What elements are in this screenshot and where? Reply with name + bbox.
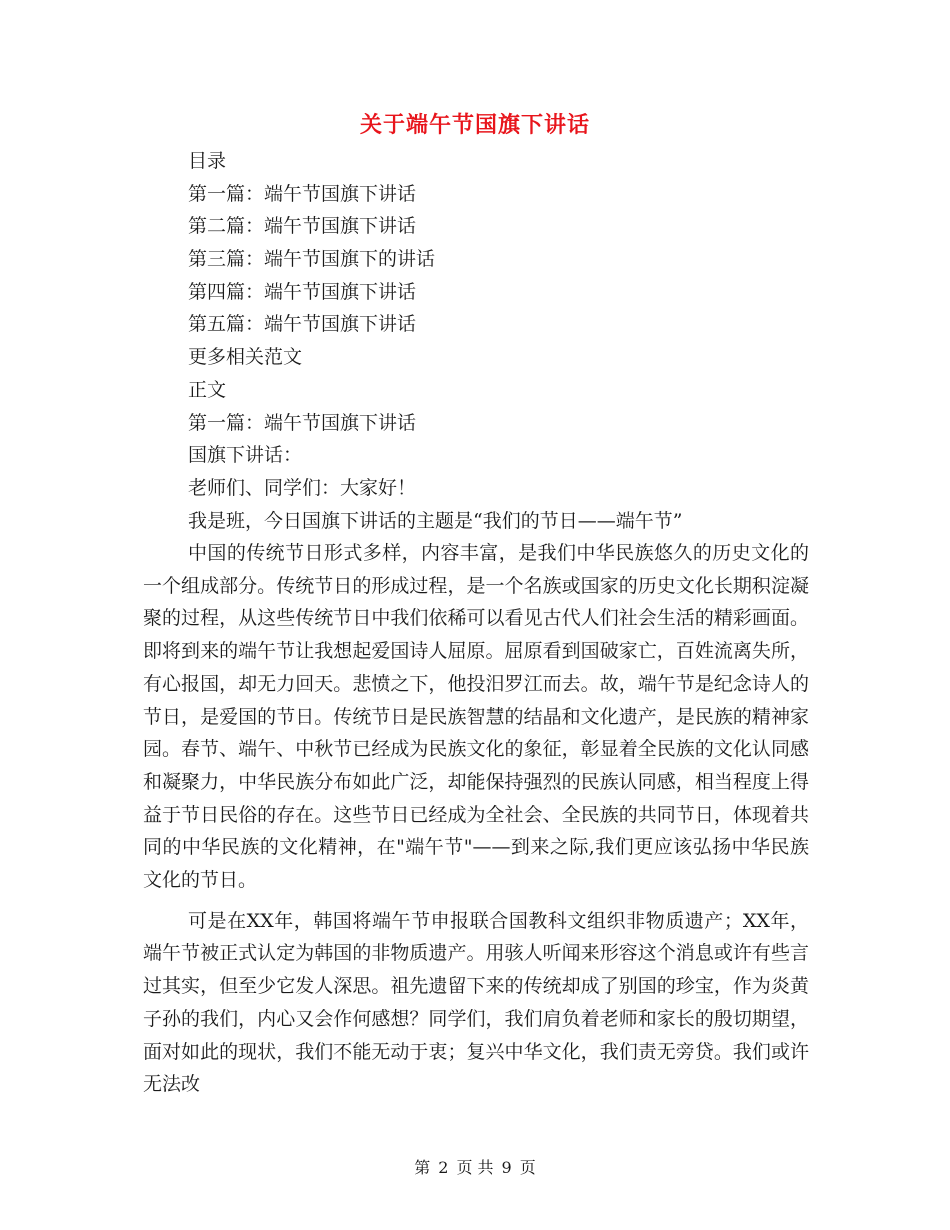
toc-heading: 目录 (188, 150, 227, 172)
speech-label: 国旗下讲话： (188, 444, 303, 467)
toc-item-1: 第一篇：端午节国旗下讲话 (188, 182, 417, 205)
footer-prefix: 第 (414, 1158, 431, 1177)
table-of-contents (188, 145, 808, 537)
paragraph: 可是在XX年，韩国将端午节申报联合国教科文组织非物质遗产；XX年，端午节被正式认定为韩国的非物质遗产。用骇人听闻来形容这个消息或许有些言过其实，但至少它发人深思。祖先遗留下来的传统却成了别国的珍宝，作为炎黄子孙的我们，内心又会作何感想？同学们，我们肩负着老师和家长的殷切期望，面对如此的现状，我们不能无动于衷；复兴中华文化，我们责无旁贷。我们或许无法改 (143, 909, 809, 1096)
toc-item-4: 第四篇：端午节国旗下讲话 (188, 280, 417, 303)
footer-suffix: 页 (519, 1158, 536, 1177)
body-text (143, 537, 809, 1101)
page-footer (0, 1155, 950, 1178)
document-title: 关于端午节国旗下讲话 (359, 112, 590, 138)
toc-more-related: 更多相关范文 (188, 346, 303, 369)
toc-item-5: 第五篇：端午节国旗下讲话 (188, 313, 417, 336)
paragraph: 中国的传统节日形式多样，内容丰富，是我们中华民族悠久的历史文化的一个组成部分。传统节日的形成过程，是一个名族或国家的历史文化长期积淀凝聚的过程，从这些传统节日中我们依稀可以看见古代人们社会生活的精彩画面。即将到来的端午节让我想起爱国诗人屈原。屈原看到国破家亡，百姓流离失所，有心报国，却无力回天。悲愤之下，他投汨罗江而去。故，端午节是纪念诗人的节日，是爱国的节日。传统节日是民族智慧的结晶和文化遗产，是民族的精神家园。春节、端午、中秋节已经成为民族文化的象征，彰显着全民族的文化认同感和凝聚力，中华民族分布如此广泛，却能保持强烈的民族认同感，相当程度上得益于节日民俗的存在。这些节日已经成为全社会、全民族的共同节日，体现着共同的中华民族的文化精神，在"端午节"——到来之际,我们更应该弘扬中华民族文化的节日。 (143, 542, 809, 892)
topic-line: 我是班，今日国旗下讲话的主题是“我们的节日——端午节” (188, 509, 683, 532)
greeting-line: 老师们、同学们：大家好！ (188, 476, 417, 499)
body-heading: 正文 (188, 378, 227, 401)
total-pages: 9 (501, 1158, 512, 1177)
page-number: 2 (438, 1158, 449, 1177)
footer-middle: 页 共 (456, 1158, 494, 1177)
chapter-heading: 第一篇：端午节国旗下讲话 (188, 411, 417, 434)
toc-item-3: 第三篇：端午节国旗下的讲话 (188, 248, 436, 271)
toc-item-2: 第二篇：端午节国旗下讲话 (188, 215, 417, 238)
